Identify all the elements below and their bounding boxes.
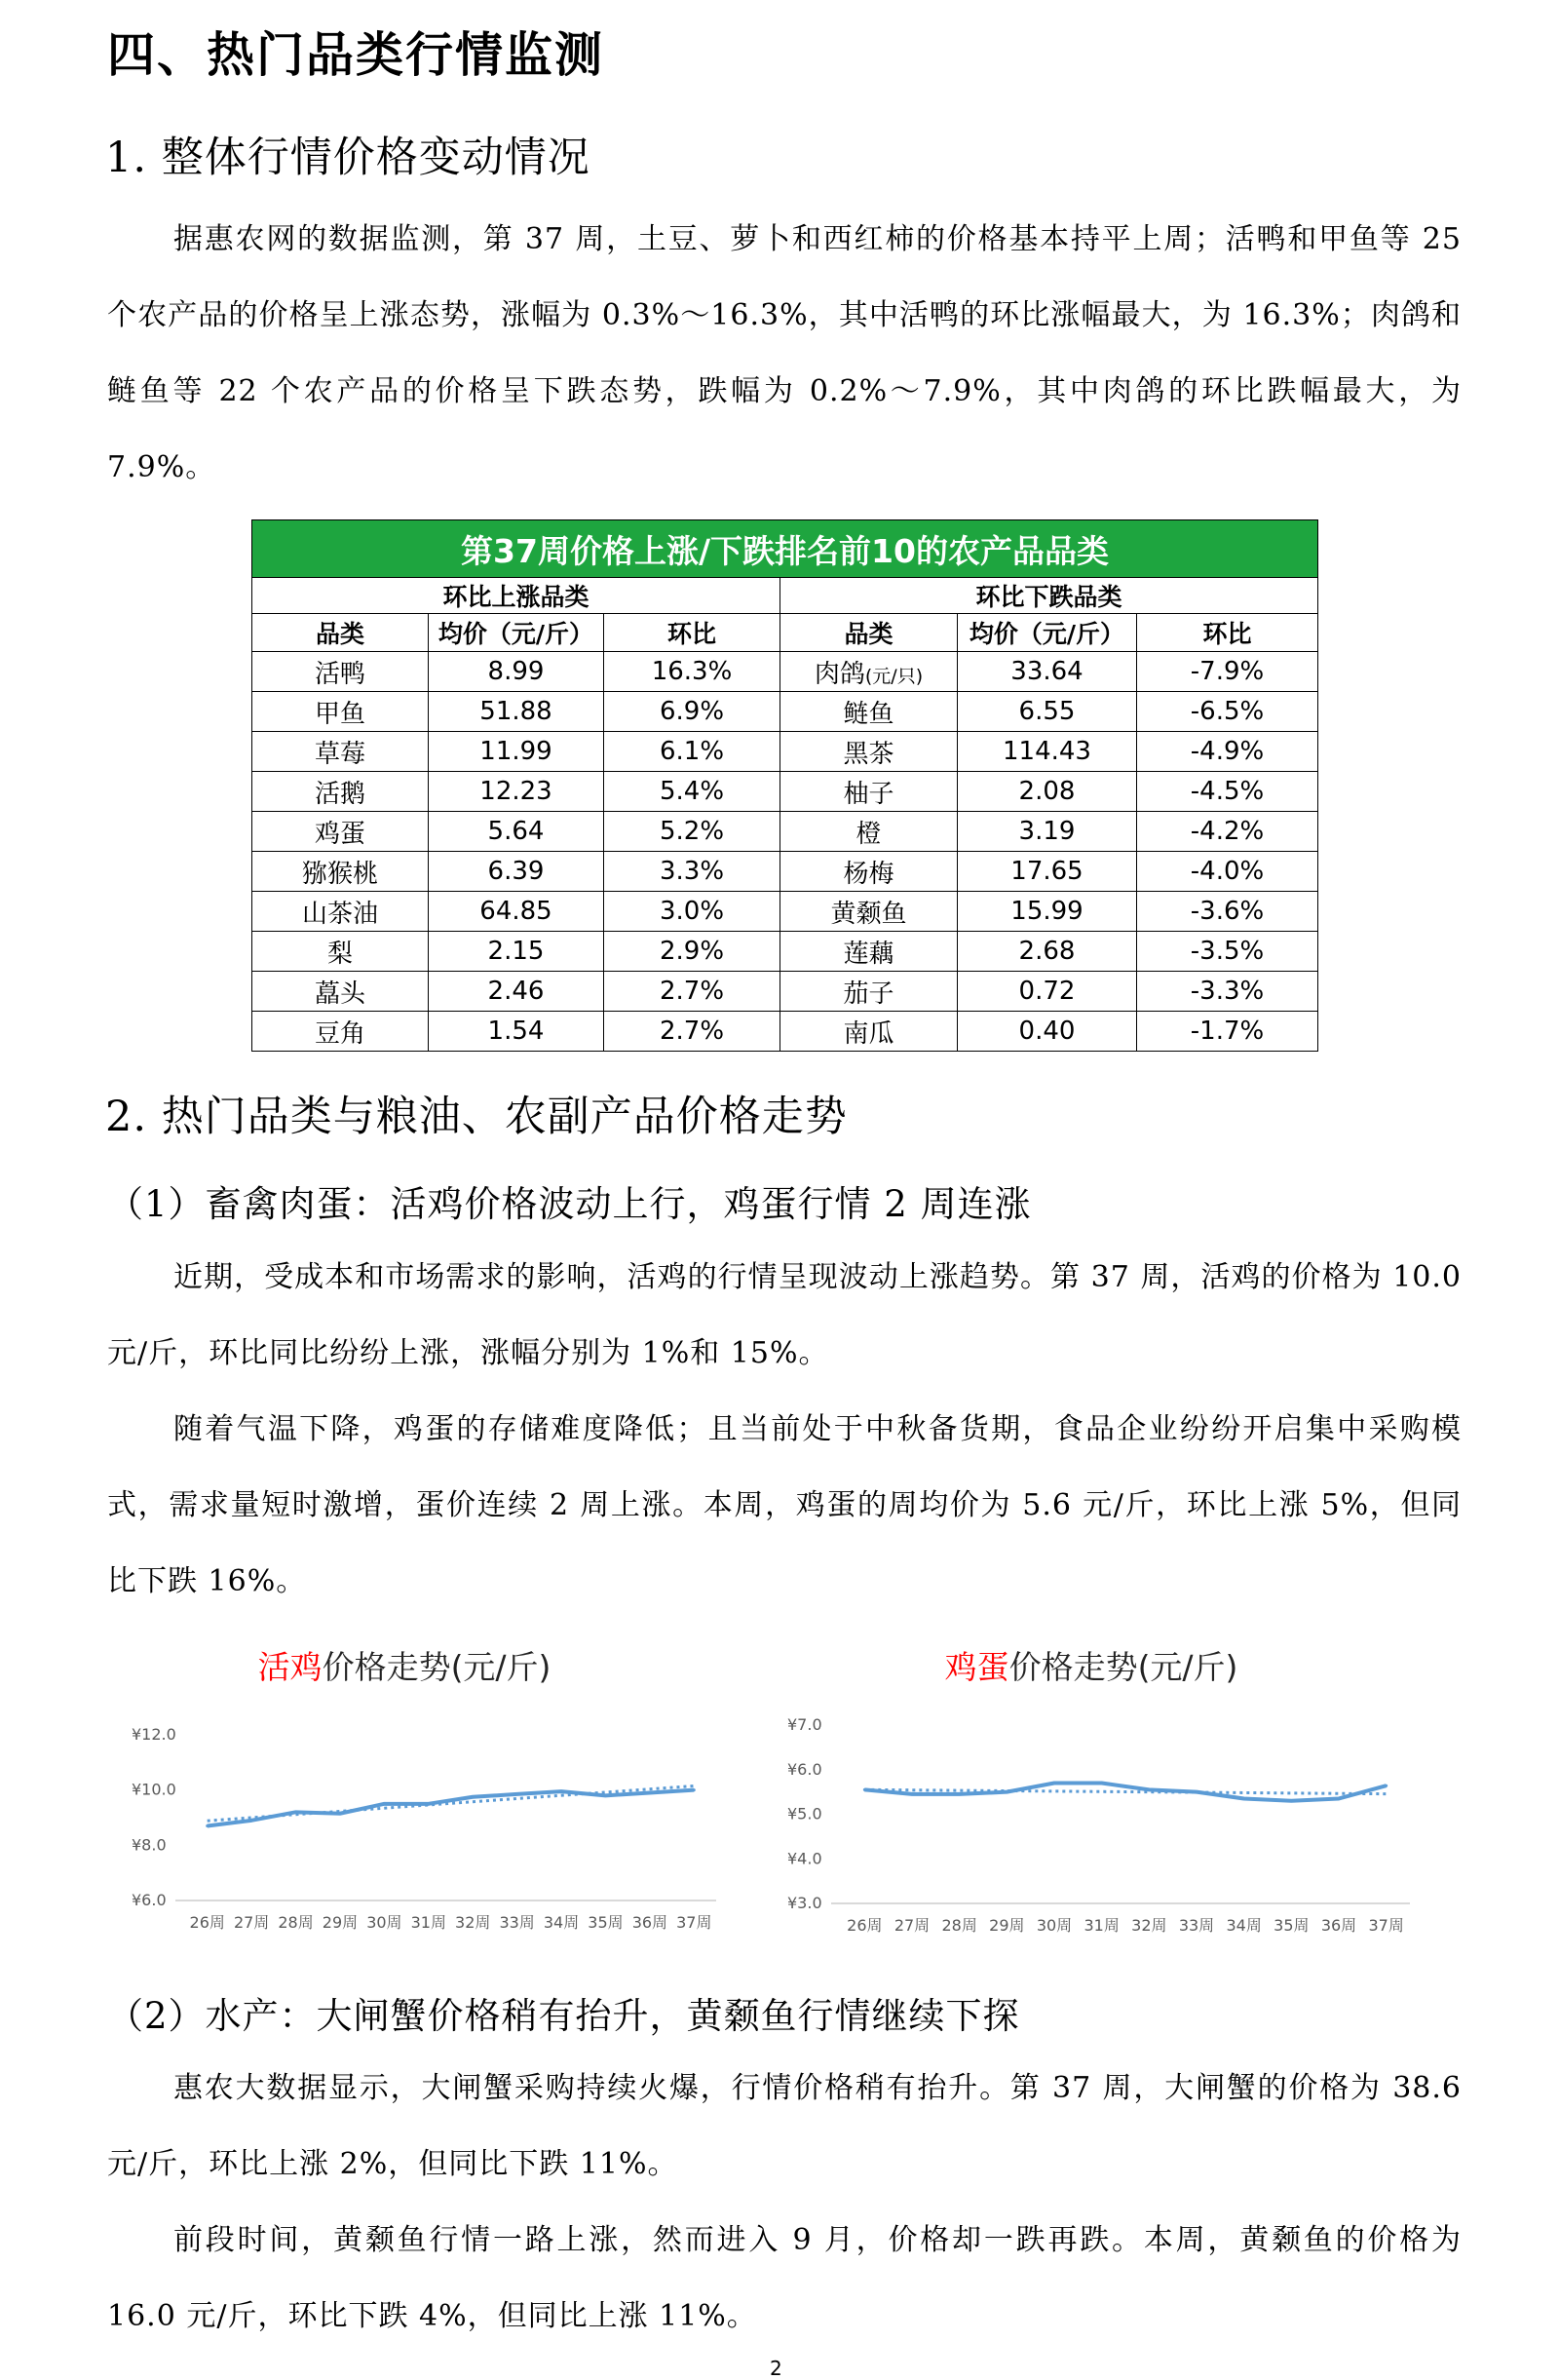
fall-pct-cell bbox=[1137, 692, 1318, 732]
paragraph-yellow-catfish: 前段时间，黄颡鱼行情一路上涨，然而进入 9 月，价格却一跌再跌。本周，黄颡鱼的价格为 16.0 元/斤，环比下跌 4%，但同比上涨 11%。 bbox=[107, 2223, 1462, 2333]
unit-note: (元/只) bbox=[864, 665, 924, 687]
fall-pct-cell bbox=[1137, 652, 1318, 692]
rise-price-cell bbox=[429, 772, 604, 812]
fall-name-cell bbox=[780, 652, 958, 692]
y-tick-label: ¥4.0 bbox=[787, 1849, 822, 1868]
fall-price-cell bbox=[958, 892, 1137, 932]
y-tick-label: ¥12.0 bbox=[132, 1725, 176, 1744]
chart-title-rest: 价格走势(元/斤) bbox=[1008, 1648, 1238, 1686]
sub-title-aquatic: （2）水产：大闸蟹价格稍有抬升，黄颡鱼行情继续下探 bbox=[107, 1995, 1020, 2037]
data-point bbox=[1290, 1799, 1293, 1802]
rise-group-header: 环比上涨品类 bbox=[252, 578, 780, 614]
fall-pct-cell bbox=[1137, 1012, 1318, 1052]
fall-name-cell-text: 杨梅 bbox=[843, 859, 894, 889]
fall-pct-cell-text: -4.5% bbox=[1190, 777, 1265, 806]
x-tick-label: 34周 bbox=[1226, 1916, 1262, 1935]
series-line bbox=[208, 1790, 695, 1826]
fall-name-cell bbox=[780, 972, 958, 1012]
fall-price-cell bbox=[958, 1012, 1137, 1052]
data-point bbox=[472, 1795, 475, 1798]
rise-name-cell bbox=[252, 1012, 429, 1052]
ranking-table-container bbox=[251, 519, 1317, 1052]
data-point bbox=[1053, 1782, 1056, 1785]
y-tick-label: ¥6.0 bbox=[132, 1891, 167, 1909]
fall-name-cell-text: 茄子 bbox=[843, 979, 894, 1009]
table-row bbox=[252, 932, 1318, 972]
chart-title-highlight: 鸡蛋 bbox=[944, 1648, 1009, 1686]
rise-name-cell bbox=[252, 892, 429, 932]
rise-price-cell bbox=[429, 812, 604, 852]
rise-price-cell-text: 2.15 bbox=[487, 937, 545, 966]
x-tick-label: 31周 bbox=[410, 1913, 446, 1932]
fall-pct-cell-text: -6.5% bbox=[1190, 697, 1265, 726]
rise-name-cell-text: 活鹅 bbox=[314, 779, 365, 809]
x-tick-label: 32周 bbox=[1131, 1916, 1167, 1935]
data-point bbox=[383, 1802, 386, 1805]
fall-price-cell bbox=[958, 772, 1137, 812]
column-header: 均价（元/斤） bbox=[958, 614, 1137, 652]
fall-pct-cell-text: -4.9% bbox=[1190, 737, 1265, 766]
rise-pct-cell bbox=[604, 972, 780, 1012]
table-row bbox=[252, 692, 1318, 732]
rise-pct-cell-text: 5.4% bbox=[659, 777, 725, 806]
data-point bbox=[1100, 1782, 1103, 1785]
fall-price-cell-text: 0.72 bbox=[1018, 977, 1076, 1006]
chart-title-highlight: 活鸡 bbox=[257, 1648, 323, 1686]
rise-pct-cell-text: 5.2% bbox=[659, 817, 725, 846]
fall-pct-cell bbox=[1137, 932, 1318, 972]
x-tick-label: 37周 bbox=[1368, 1916, 1404, 1935]
data-point bbox=[1385, 1785, 1388, 1787]
rise-pct-cell bbox=[604, 932, 780, 972]
fall-name-cell-text: 肉鸽 bbox=[814, 659, 865, 689]
fall-name-cell-text: 黄颡鱼 bbox=[830, 899, 907, 929]
fall-name-cell-text: 柚子 bbox=[843, 779, 894, 809]
data-point bbox=[560, 1790, 563, 1793]
rise-price-cell bbox=[429, 1012, 604, 1052]
column-header: 品类 bbox=[252, 614, 429, 652]
rise-pct-cell bbox=[604, 692, 780, 732]
fall-price-cell-text: 17.65 bbox=[1010, 857, 1084, 886]
rise-price-cell-text: 51.88 bbox=[479, 697, 552, 726]
fall-pct-cell-text: -4.0% bbox=[1190, 857, 1265, 886]
subsection-title-overall: 1. 整体行情价格变动情况 bbox=[105, 134, 590, 182]
fall-name-cell bbox=[780, 932, 958, 972]
table-row bbox=[252, 652, 1318, 692]
fall-name-cell bbox=[780, 892, 958, 932]
rise-name-cell-text: 梨 bbox=[326, 939, 353, 969]
fall-name-cell-text: 黑茶 bbox=[843, 739, 894, 769]
x-tick-label: 27周 bbox=[894, 1916, 931, 1935]
x-tick-label: 32周 bbox=[455, 1913, 491, 1932]
rise-pct-cell-text: 6.9% bbox=[659, 697, 725, 726]
rise-pct-cell-text: 16.3% bbox=[651, 657, 733, 686]
table-row bbox=[252, 732, 1318, 772]
fall-name-cell-text: 鲢鱼 bbox=[843, 699, 894, 729]
rise-name-cell bbox=[252, 812, 429, 852]
fall-price-cell bbox=[958, 972, 1137, 1012]
x-tick-label: 30周 bbox=[1036, 1916, 1073, 1935]
column-header: 均价（元/斤） bbox=[429, 614, 604, 652]
x-tick-label: 28周 bbox=[278, 1913, 314, 1932]
paragraph-crab: 惠农大数据显示，大闸蟹采购持续火爆，行情价格稍有抬升。第 37 周，大闸蟹的价格为 38.6 元/斤，环比上涨 2%，但同比下跌 11%。 bbox=[107, 2071, 1462, 2181]
data-point bbox=[250, 1819, 253, 1822]
fall-name-cell-text: 橙 bbox=[856, 819, 882, 849]
fall-pct-cell-text: -3.5% bbox=[1190, 937, 1265, 966]
rise-name-cell-text: 山茶油 bbox=[301, 899, 378, 929]
x-tick-label: 35周 bbox=[588, 1913, 624, 1932]
y-tick-label: ¥5.0 bbox=[787, 1804, 822, 1823]
data-point bbox=[911, 1792, 914, 1795]
data-point bbox=[1148, 1788, 1151, 1791]
fall-price-cell bbox=[958, 652, 1137, 692]
rise-name-cell bbox=[252, 652, 429, 692]
x-tick-label: 30周 bbox=[366, 1913, 402, 1932]
chart-title bbox=[258, 1648, 551, 1686]
chart-live-chicken bbox=[97, 1637, 741, 1974]
rise-price-cell bbox=[429, 652, 604, 692]
rise-name-cell bbox=[252, 932, 429, 972]
fall-price-cell-text: 114.43 bbox=[1003, 737, 1091, 766]
table-row bbox=[252, 892, 1318, 932]
x-tick-label: 34周 bbox=[543, 1913, 580, 1932]
data-point bbox=[1196, 1790, 1198, 1793]
x-tick-label: 26周 bbox=[847, 1916, 883, 1935]
x-tick-label: 29周 bbox=[989, 1916, 1025, 1935]
rise-pct-cell-text: 3.0% bbox=[659, 897, 725, 926]
rise-price-cell bbox=[429, 732, 604, 772]
data-point bbox=[206, 1824, 209, 1827]
fall-price-cell bbox=[958, 692, 1137, 732]
rise-price-cell-text: 1.54 bbox=[487, 1017, 545, 1046]
rise-pct-cell bbox=[604, 772, 780, 812]
fall-price-cell-text: 15.99 bbox=[1010, 897, 1084, 926]
rise-price-cell bbox=[429, 972, 604, 1012]
fall-name-cell bbox=[780, 692, 958, 732]
fall-pct-cell bbox=[1137, 972, 1318, 1012]
fall-pct-cell bbox=[1137, 732, 1318, 772]
x-tick-label: 36周 bbox=[631, 1913, 668, 1932]
data-point bbox=[648, 1791, 651, 1794]
rise-name-cell bbox=[252, 692, 429, 732]
fall-price-cell bbox=[958, 732, 1137, 772]
rise-pct-cell bbox=[604, 652, 780, 692]
rise-price-cell-text: 11.99 bbox=[479, 737, 552, 766]
column-header: 品类 bbox=[780, 614, 958, 652]
fall-name-cell-text: 莲藕 bbox=[843, 939, 894, 969]
fall-pct-cell-text: -1.7% bbox=[1190, 1017, 1265, 1046]
rise-name-cell bbox=[252, 732, 429, 772]
rise-pct-cell-text: 2.7% bbox=[659, 977, 725, 1006]
page-number: 2 bbox=[770, 2357, 782, 2380]
fall-group-header: 环比下跌品类 bbox=[780, 578, 1318, 614]
x-tick-label: 35周 bbox=[1274, 1916, 1310, 1935]
data-point bbox=[1338, 1797, 1341, 1800]
sub-title-livestock: （1）畜禽肉蛋：活鸡价格波动上行，鸡蛋行情 2 周连涨 bbox=[107, 1183, 1032, 1225]
data-point bbox=[515, 1792, 518, 1795]
rise-pct-cell bbox=[604, 732, 780, 772]
table-row bbox=[252, 772, 1318, 812]
rise-pct-cell-text: 6.1% bbox=[659, 737, 725, 766]
fall-price-cell-text: 6.55 bbox=[1018, 697, 1076, 726]
rise-pct-cell bbox=[604, 852, 780, 892]
fall-price-cell-text: 33.64 bbox=[1010, 657, 1084, 686]
rise-name-cell-text: 鸡蛋 bbox=[314, 819, 365, 849]
data-point bbox=[693, 1788, 696, 1791]
rise-price-cell-text: 12.23 bbox=[479, 777, 552, 806]
rise-name-cell-text: 草莓 bbox=[314, 739, 365, 769]
rise-pct-cell-text: 2.9% bbox=[659, 937, 725, 966]
rise-price-cell bbox=[429, 932, 604, 972]
rise-name-cell-text: 猕猴桃 bbox=[301, 859, 378, 889]
table-row bbox=[252, 852, 1318, 892]
rise-price-cell-text: 64.85 bbox=[479, 897, 552, 926]
x-tick-label: 33周 bbox=[1178, 1916, 1215, 1935]
rise-name-cell-text: 豆角 bbox=[314, 1018, 365, 1049]
y-tick-label: ¥10.0 bbox=[132, 1780, 176, 1799]
rise-name-cell bbox=[252, 972, 429, 1012]
x-tick-label: 36周 bbox=[1320, 1916, 1357, 1935]
rise-name-cell-text: 藠头 bbox=[314, 979, 365, 1009]
fall-price-cell-text: 3.19 bbox=[1018, 817, 1076, 846]
fall-pct-cell bbox=[1137, 852, 1318, 892]
fall-pct-cell-text: -4.2% bbox=[1190, 817, 1265, 846]
chart-eggs bbox=[780, 1637, 1432, 1974]
fall-pct-cell-text: -3.3% bbox=[1190, 977, 1265, 1006]
data-point bbox=[604, 1794, 607, 1797]
rise-name-cell bbox=[252, 772, 429, 812]
paragraph-overall: 据惠农网的数据监测，第 37 周，土豆、萝卜和西红柿的价格基本持平上周；活鸭和甲鱼等 25 个农产品的价格呈上涨态势，涨幅为 0.3%～16.3%，其中活鸭的环比涨幅最大，为 16.3%；肉鸽和鲢鱼等 22 个农产品的价格呈下跌态势，跌幅为 0.2%～7.9%，其中肉鸽的环比跌幅最大，为 7.9%。 bbox=[107, 222, 1462, 484]
table-row bbox=[252, 972, 1318, 1012]
fall-pct-cell-text: -3.6% bbox=[1190, 897, 1265, 926]
x-tick-label: 37周 bbox=[676, 1913, 712, 1932]
y-tick-label: ¥3.0 bbox=[787, 1894, 822, 1912]
fall-pct-cell bbox=[1137, 812, 1318, 852]
x-tick-label: 31周 bbox=[1084, 1916, 1120, 1935]
fall-price-cell-text: 2.08 bbox=[1018, 777, 1076, 806]
fall-name-cell bbox=[780, 772, 958, 812]
x-tick-label: 29周 bbox=[322, 1913, 359, 1932]
x-tick-label: 27周 bbox=[233, 1913, 270, 1932]
rise-price-cell bbox=[429, 692, 604, 732]
section-title: 四、热门品类行情监测 bbox=[107, 27, 605, 83]
ranking-table bbox=[251, 519, 1318, 1052]
y-tick-label: ¥7.0 bbox=[787, 1715, 822, 1734]
fall-name-cell bbox=[780, 1012, 958, 1052]
subsection-title-trends: 2. 热门品类与粮油、农副产品价格走势 bbox=[105, 1093, 848, 1141]
fall-price-cell bbox=[958, 852, 1137, 892]
rise-price-cell bbox=[429, 892, 604, 932]
chart-title bbox=[945, 1648, 1238, 1686]
fall-pct-cell-text: -7.9% bbox=[1190, 657, 1265, 686]
paragraph-live-chicken: 近期，受成本和市场需求的影响，活鸡的行情呈现波动上涨趋势。第 37 周，活鸡的价格为 10.0 元/斤，环比同比纷纷上涨，涨幅分别为 1%和 15%。 bbox=[107, 1260, 1462, 1370]
fall-name-cell bbox=[780, 732, 958, 772]
rise-pct-cell bbox=[604, 892, 780, 932]
rise-price-cell bbox=[429, 852, 604, 892]
rise-pct-cell bbox=[604, 1012, 780, 1052]
chart-live-chicken-svg bbox=[97, 1637, 741, 1974]
data-point bbox=[958, 1792, 961, 1795]
chart-title-rest: 价格走势(元/斤) bbox=[322, 1648, 551, 1686]
paragraph-eggs: 随着气温下降，鸡蛋的存储难度降低；且当前处于中秋备货期，食品企业纷纷开启集中采购模式，需求量短时激增，蛋价连续 2 周上涨。本周，鸡蛋的周均价为 5.6 元/斤，环比上涨 5%，但同比下跌 16%。 bbox=[107, 1412, 1462, 1598]
fall-name-cell bbox=[780, 852, 958, 892]
table-row bbox=[252, 1012, 1318, 1052]
column-header: 环比 bbox=[1137, 614, 1318, 652]
column-header: 环比 bbox=[604, 614, 780, 652]
fall-price-cell bbox=[958, 812, 1137, 852]
rise-pct-cell bbox=[604, 812, 780, 852]
chart-eggs-svg bbox=[780, 1637, 1432, 1974]
fall-name-cell-text: 南瓜 bbox=[843, 1018, 894, 1049]
rise-pct-cell-text: 2.7% bbox=[659, 1017, 725, 1046]
fall-price-cell bbox=[958, 932, 1137, 972]
rise-name-cell bbox=[252, 852, 429, 892]
y-tick-label: ¥8.0 bbox=[132, 1835, 167, 1855]
rise-price-cell-text: 2.46 bbox=[487, 977, 545, 1006]
fall-price-cell-text: 2.68 bbox=[1018, 937, 1076, 966]
x-tick-label: 26周 bbox=[189, 1913, 225, 1932]
x-tick-label: 33周 bbox=[499, 1913, 535, 1932]
rise-pct-cell-text: 3.3% bbox=[659, 857, 725, 886]
fall-pct-cell bbox=[1137, 772, 1318, 812]
y-tick-label: ¥6.0 bbox=[787, 1759, 822, 1779]
rise-name-cell-text: 甲鱼 bbox=[314, 699, 365, 729]
table-row bbox=[252, 812, 1318, 852]
fall-pct-cell bbox=[1137, 892, 1318, 932]
fall-price-cell-text: 0.40 bbox=[1018, 1017, 1076, 1046]
rise-price-cell-text: 5.64 bbox=[487, 817, 545, 846]
fall-name-cell bbox=[780, 812, 958, 852]
x-tick-label: 28周 bbox=[941, 1916, 977, 1935]
rise-name-cell-text: 活鸭 bbox=[314, 659, 365, 689]
table-body bbox=[252, 652, 1318, 1052]
rise-price-cell-text: 8.99 bbox=[487, 657, 545, 686]
table-title: 第37周价格上涨/下跌排名前10的农产品品类 bbox=[252, 520, 1318, 578]
data-point bbox=[1242, 1797, 1245, 1800]
rise-price-cell-text: 6.39 bbox=[487, 857, 545, 886]
